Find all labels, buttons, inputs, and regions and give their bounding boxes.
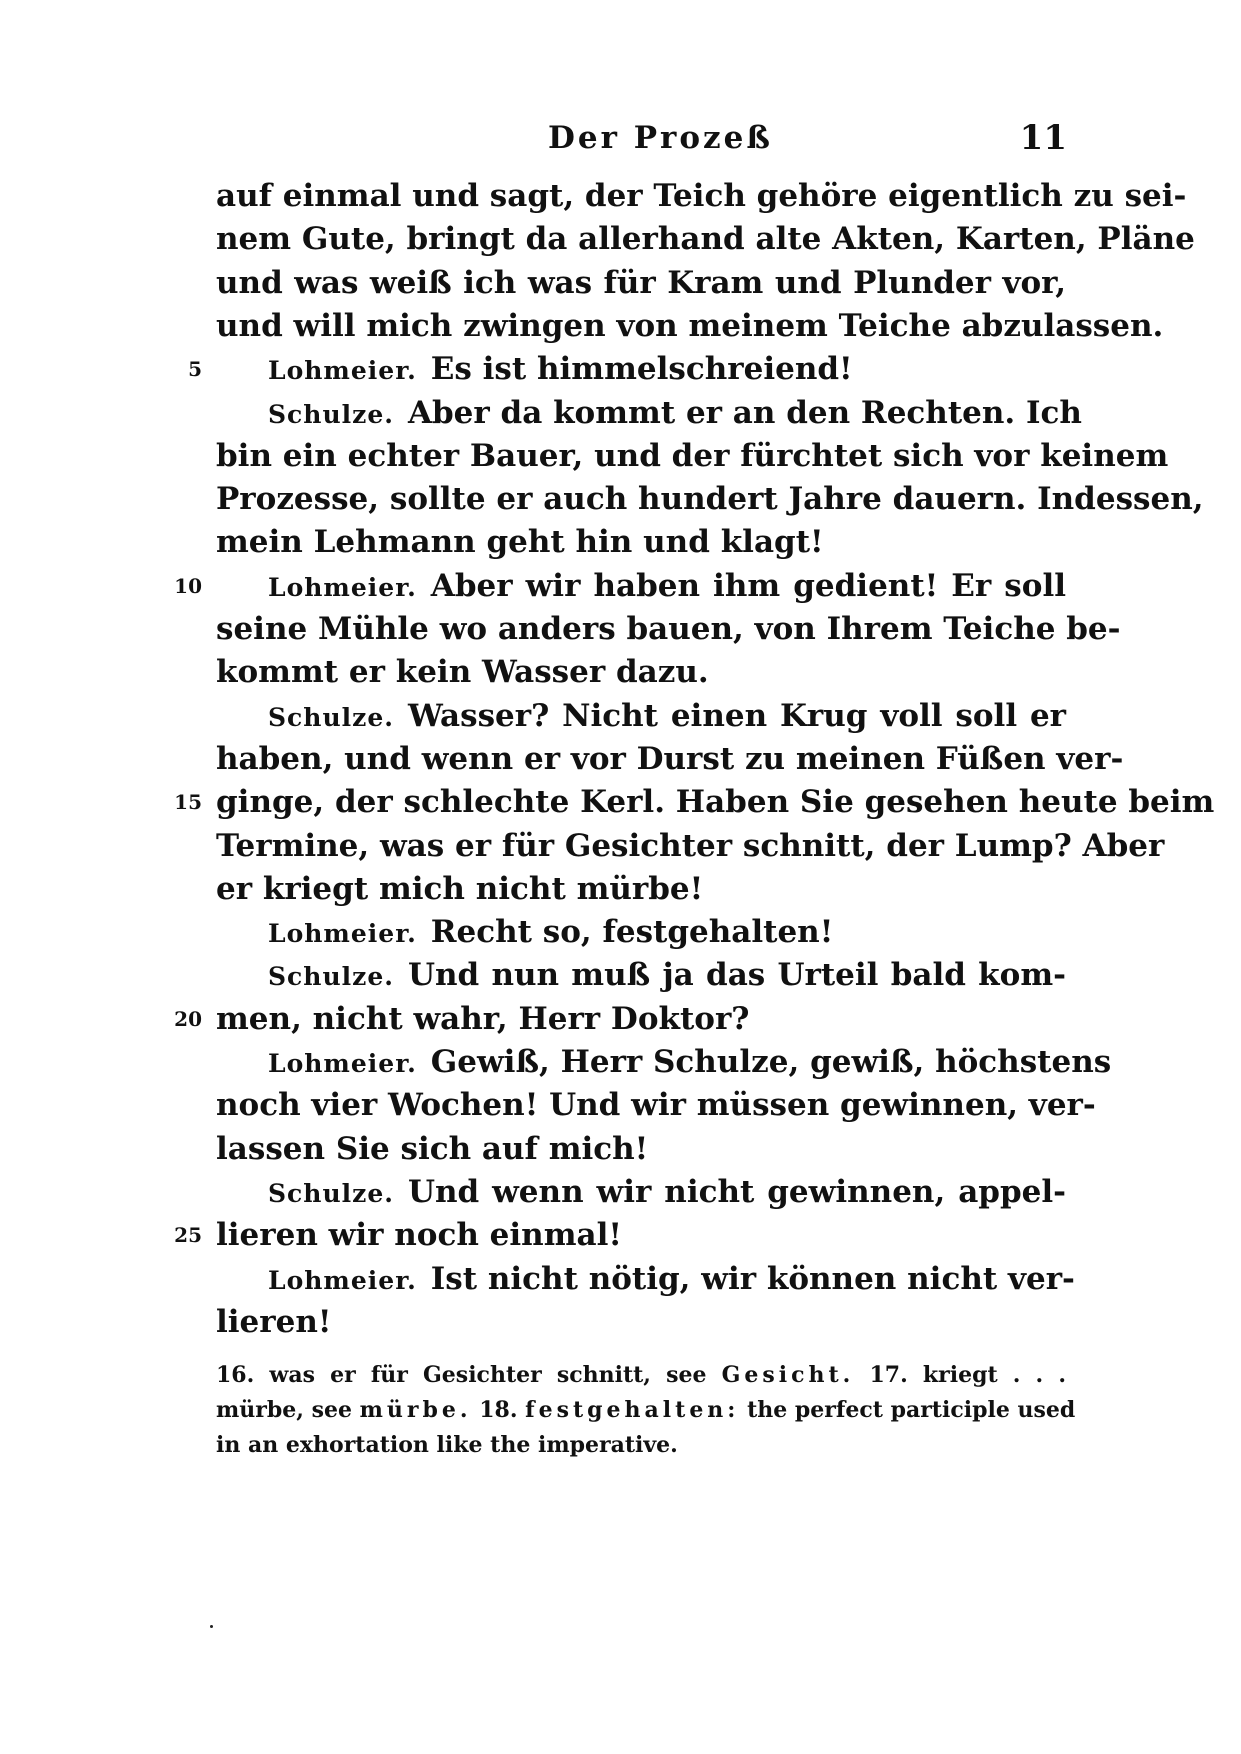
line-text: nem Gute, bringt da allerhand alte Akten, Karten, Pläne	[216, 221, 1195, 257]
text-line	[268, 1042, 1112, 1082]
line-text: Ist nicht nötig, wir können nicht ver-	[430, 1261, 1075, 1297]
text-line	[268, 1259, 1075, 1299]
line-number: 20	[174, 1007, 202, 1031]
line-text: Gewiß, Herr Schulze, gewiß, höchstens	[430, 1044, 1112, 1080]
footnote-reference: Gesicht.	[721, 1362, 855, 1388]
text-line	[268, 393, 1082, 433]
line-number: 25	[174, 1223, 202, 1247]
speaker-name: Lohmeier.	[268, 356, 417, 385]
line-text: Termine, was er für Gesichter schnitt, der Lump? Aber	[216, 828, 1165, 864]
text-line	[216, 479, 1204, 519]
text-line	[268, 696, 1066, 736]
line-number: 10	[174, 574, 202, 598]
line-text: mein Lehmann geht hin und klagt!	[216, 524, 824, 560]
text-line	[216, 739, 1124, 779]
footnote-reference: festgehalten:	[525, 1397, 740, 1423]
line-text: Aber wir haben ihm gedient! Er soll	[430, 568, 1066, 604]
text-line	[216, 782, 1215, 822]
line-text: Und nun muß ja das Urteil bald kom-	[407, 957, 1066, 993]
text-line	[216, 999, 1066, 1039]
line-text: seine Mühle wo anders bauen, von Ihrem Teiche be-	[216, 611, 1121, 647]
text-line	[268, 955, 1066, 995]
footnote-reference: mürbe.	[359, 1397, 472, 1423]
text-line	[216, 869, 1066, 909]
line-text: Prozesse, sollte er auch hundert Jahre dauern. Indessen,	[216, 481, 1204, 517]
footnote-line	[216, 1358, 1066, 1393]
speaker-name: Lohmeier.	[268, 919, 417, 948]
text-line	[216, 306, 1164, 346]
speaker-name: Schulze.	[268, 962, 394, 991]
text-line	[216, 826, 1165, 866]
page-number: 11	[1019, 118, 1067, 158]
text-line	[216, 436, 1169, 476]
line-text: ginge, der schlechte Kerl. Haben Sie gesehen heute beim	[216, 784, 1215, 820]
line-text: Aber da kommt er an den Rechten. Ich	[407, 395, 1082, 431]
text-line	[216, 652, 1066, 692]
print-speck	[210, 1625, 213, 1628]
footnote-text: the perfect participle used	[747, 1397, 1076, 1423]
line-text: er kriegt mich nicht mürbe!	[216, 871, 704, 907]
speaker-name: Lohmeier.	[268, 1049, 417, 1078]
line-text: haben, und wenn er vor Durst zu meinen Füßen ver-	[216, 741, 1124, 777]
text-line	[216, 522, 1066, 562]
text-line	[216, 219, 1195, 259]
footnote-line: in an exhortation like the imperative.	[216, 1432, 678, 1458]
line-text: men, nicht wahr, Herr Doktor?	[216, 1001, 750, 1037]
line-text: und was weiß ich was für Kram und Plunder vor,	[216, 265, 1066, 301]
text-line	[216, 263, 1066, 303]
running-head: Der Prozeß	[548, 120, 773, 156]
speaker-name: Schulze.	[268, 400, 394, 429]
footnote-text: 16. was er für Gesichter schnitt, see	[216, 1362, 707, 1388]
footnote-text: 18.	[479, 1397, 518, 1423]
speaker-name: Lohmeier.	[268, 1266, 417, 1295]
text-line	[268, 1172, 1066, 1212]
line-text: Und wenn wir nicht gewinnen, appel-	[407, 1174, 1066, 1210]
text-line	[268, 349, 1066, 389]
footnote-line	[216, 1393, 1076, 1428]
line-text: lassen Sie sich auf mich!	[216, 1131, 649, 1167]
speaker-name: Lohmeier.	[268, 573, 417, 602]
line-text: Wasser? Nicht einen Krug voll soll er	[407, 698, 1066, 734]
line-text: Recht so, festgehalten!	[430, 914, 834, 950]
text-line	[216, 1215, 1066, 1255]
line-number: 5	[188, 357, 202, 381]
text-line	[216, 1129, 1066, 1169]
line-text: bin ein echter Bauer, und der fürchtet sich vor keinem	[216, 438, 1169, 474]
text-line	[216, 1085, 1096, 1125]
line-text: kommt er kein Wasser dazu.	[216, 654, 709, 690]
line-text: Es ist himmelschreiend!	[430, 351, 853, 387]
speaker-name: Schulze.	[268, 703, 394, 732]
line-number: 15	[174, 790, 202, 814]
text-line	[268, 912, 1066, 952]
footnote-text: 17. kriegt . . .	[869, 1362, 1066, 1388]
line-text: lieren!	[216, 1304, 332, 1340]
line-text: lieren wir noch einmal!	[216, 1217, 622, 1253]
text-line	[216, 1302, 1066, 1342]
text-line	[216, 176, 1187, 216]
text-line	[216, 609, 1121, 649]
line-text: auf einmal und sagt, der Teich gehöre eigentlich zu sei-	[216, 178, 1187, 214]
line-text: noch vier Wochen! Und wir müssen gewinnen, ver-	[216, 1087, 1096, 1123]
footnote-text: mürbe, see	[216, 1397, 352, 1423]
speaker-name: Schulze.	[268, 1179, 394, 1208]
line-text: und will mich zwingen von meinem Teiche abzulassen.	[216, 308, 1164, 344]
text-line	[268, 566, 1066, 606]
